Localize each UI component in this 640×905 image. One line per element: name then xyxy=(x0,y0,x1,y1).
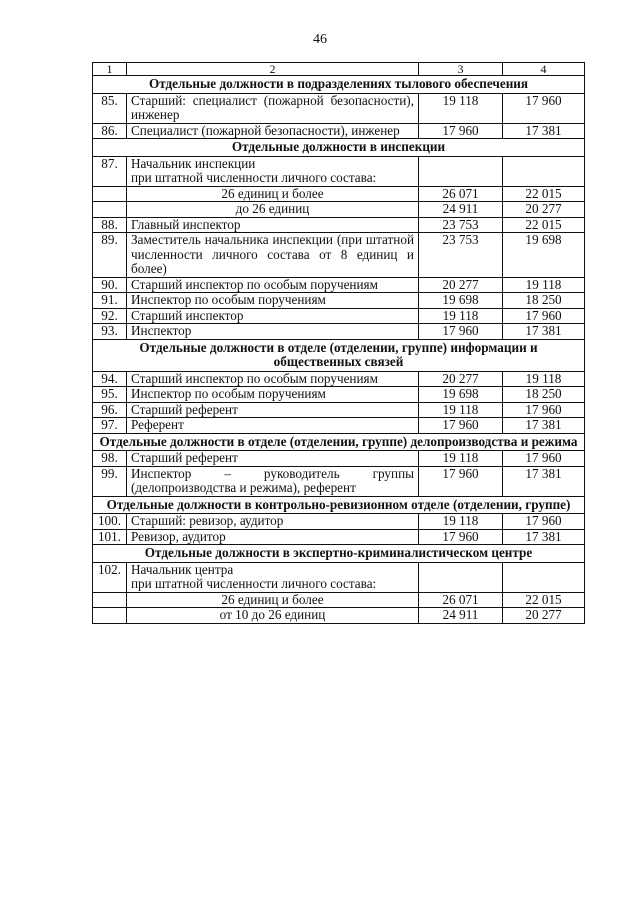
position-name: Инспектор по особым поручениям xyxy=(127,293,419,309)
value-col-4: 22 015 xyxy=(503,592,585,608)
position-name-line: Начальник инспекции xyxy=(131,155,256,171)
value-col-3: 19 118 xyxy=(419,308,503,324)
table-row xyxy=(93,387,585,403)
position-name: Главный инспектор xyxy=(127,217,419,233)
value-col-4: 20 277 xyxy=(503,608,585,624)
position-name: Заместитель начальника инспекции (при штатной численности личного состава от 8 единиц и более) xyxy=(127,233,419,278)
section-row xyxy=(93,339,585,371)
value-col-4 xyxy=(503,562,585,592)
value-col-3: 19 698 xyxy=(419,387,503,403)
value-col-4: 19 118 xyxy=(503,277,585,293)
value-col-3: 26 071 xyxy=(419,186,503,202)
value-col-4: 19 118 xyxy=(503,371,585,387)
position-name-line: при штатной численности личного состава: xyxy=(131,576,377,591)
table-row xyxy=(93,93,585,123)
value-col-3: 17 960 xyxy=(419,418,503,434)
position-name: Старший: специалист (пожарной безопасности), инженер xyxy=(127,93,419,123)
sub-position-name: 26 единиц и более xyxy=(127,186,419,202)
table-row xyxy=(93,418,585,434)
row-number: 101. xyxy=(93,529,127,545)
row-number: 96. xyxy=(93,402,127,418)
row-number: 95. xyxy=(93,387,127,403)
position-name: Старший: ревизор, аудитор xyxy=(127,514,419,530)
value-col-3: 20 277 xyxy=(419,277,503,293)
table-row xyxy=(93,402,585,418)
row-number: 100. xyxy=(93,514,127,530)
row-number: 92. xyxy=(93,308,127,324)
table-row xyxy=(93,308,585,324)
row-number: 89. xyxy=(93,233,127,278)
table-row xyxy=(93,202,585,218)
table-row xyxy=(93,277,585,293)
value-col-4: 17 381 xyxy=(503,466,585,496)
section-row xyxy=(93,545,585,563)
position-name xyxy=(127,156,419,186)
value-col-3 xyxy=(419,562,503,592)
table-row xyxy=(93,592,585,608)
sub-position-name: от 10 до 26 единиц xyxy=(127,608,419,624)
value-col-3: 19 118 xyxy=(419,514,503,530)
value-col-4: 18 250 xyxy=(503,293,585,309)
row-number: 93. xyxy=(93,324,127,340)
position-name: Референт xyxy=(127,418,419,434)
value-col-3: 19 118 xyxy=(419,93,503,123)
value-col-3: 23 753 xyxy=(419,217,503,233)
value-col-4 xyxy=(503,156,585,186)
row-number: 91. xyxy=(93,293,127,309)
section-title: Отдельные должности в экспертно-криминалистическом центре xyxy=(93,545,585,563)
value-col-4: 17 381 xyxy=(503,123,585,139)
row-number: 97. xyxy=(93,418,127,434)
value-col-4: 17 960 xyxy=(503,308,585,324)
value-col-3: 24 911 xyxy=(419,608,503,624)
value-col-3: 17 960 xyxy=(419,324,503,340)
position-name-line: Начальник центра xyxy=(131,561,234,577)
row-number: 88. xyxy=(93,217,127,233)
value-col-4: 17 381 xyxy=(503,324,585,340)
value-col-4: 22 015 xyxy=(503,217,585,233)
header-col-3: 3 xyxy=(419,63,503,76)
sub-position-name: до 26 единиц xyxy=(127,202,419,218)
position-name: Старший референт xyxy=(127,402,419,418)
section-row xyxy=(93,139,585,157)
section-title: Отдельные должности в инспекции xyxy=(93,139,585,157)
position-name xyxy=(127,562,419,592)
position-name: Инспектор – руководитель группы (делопроизводства и режима), референт xyxy=(127,466,419,496)
position-name: Ревизор, аудитор xyxy=(127,529,419,545)
position-name: Старший инспектор xyxy=(127,308,419,324)
value-col-4: 18 250 xyxy=(503,387,585,403)
row-number xyxy=(93,202,127,218)
header-col-1: 1 xyxy=(93,63,127,76)
row-number: 85. xyxy=(93,93,127,123)
value-col-3: 17 960 xyxy=(419,123,503,139)
value-col-4: 19 698 xyxy=(503,233,585,278)
table-row xyxy=(93,466,585,496)
value-col-4: 17 381 xyxy=(503,529,585,545)
row-number: 102. xyxy=(93,562,127,592)
value-col-3: 23 753 xyxy=(419,233,503,278)
value-col-3: 17 960 xyxy=(419,466,503,496)
value-col-4: 20 277 xyxy=(503,202,585,218)
section-title: Отдельные должности в отделе (отделении, группе) информации и общественных связей xyxy=(93,339,585,371)
value-col-3: 20 277 xyxy=(419,371,503,387)
section-row xyxy=(93,76,585,94)
value-col-4: 17 960 xyxy=(503,93,585,123)
value-col-3 xyxy=(419,156,503,186)
value-col-3: 24 911 xyxy=(419,202,503,218)
salary-table xyxy=(92,62,585,624)
sub-position-name: 26 единиц и более xyxy=(127,592,419,608)
table-row xyxy=(93,123,585,139)
section-title: Отдельные должности в подразделениях тылового обеспечения xyxy=(93,76,585,94)
row-number: 90. xyxy=(93,277,127,293)
position-name-line: при штатной численности личного состава: xyxy=(131,170,377,185)
header-col-4: 4 xyxy=(503,63,585,76)
table-header-row xyxy=(93,63,585,76)
table-row xyxy=(93,608,585,624)
header-col-2: 2 xyxy=(127,63,419,76)
section-title: Отдельные должности в контрольно-ревизионном отделе (отделении, группе) xyxy=(93,496,585,514)
table-row xyxy=(93,156,585,186)
value-col-3: 19 118 xyxy=(419,451,503,467)
value-col-3: 19 698 xyxy=(419,293,503,309)
position-name: Старший инспектор по особым поручениям xyxy=(127,371,419,387)
value-col-4: 17 960 xyxy=(503,402,585,418)
table-row xyxy=(93,217,585,233)
row-number xyxy=(93,186,127,202)
value-col-4: 17 381 xyxy=(503,418,585,434)
section-row xyxy=(93,496,585,514)
table-row xyxy=(93,371,585,387)
value-col-3: 26 071 xyxy=(419,592,503,608)
row-number: 98. xyxy=(93,451,127,467)
table-row xyxy=(93,233,585,278)
value-col-4: 22 015 xyxy=(503,186,585,202)
value-col-4: 17 960 xyxy=(503,451,585,467)
table-row xyxy=(93,324,585,340)
table-row xyxy=(93,529,585,545)
position-name: Специалист (пожарной безопасности), инженер xyxy=(127,123,419,139)
table-row xyxy=(93,514,585,530)
value-col-4: 17 960 xyxy=(503,514,585,530)
table-row xyxy=(93,562,585,592)
page-number: 46 xyxy=(313,32,327,47)
row-number xyxy=(93,592,127,608)
table-row xyxy=(93,186,585,202)
position-name: Инспектор по особым поручениям xyxy=(127,387,419,403)
table-row xyxy=(93,293,585,309)
row-number xyxy=(93,608,127,624)
table-row xyxy=(93,451,585,467)
row-number: 87. xyxy=(93,156,127,186)
value-col-3: 19 118 xyxy=(419,402,503,418)
position-name: Инспектор xyxy=(127,324,419,340)
row-number: 86. xyxy=(93,123,127,139)
value-col-3: 17 960 xyxy=(419,529,503,545)
section-row xyxy=(93,433,585,451)
section-title: Отдельные должности в отделе (отделении, группе) делопроизводства и режима xyxy=(93,433,585,451)
position-name: Старший референт xyxy=(127,451,419,467)
row-number: 99. xyxy=(93,466,127,496)
position-name: Старший инспектор по особым поручениям xyxy=(127,277,419,293)
row-number: 94. xyxy=(93,371,127,387)
